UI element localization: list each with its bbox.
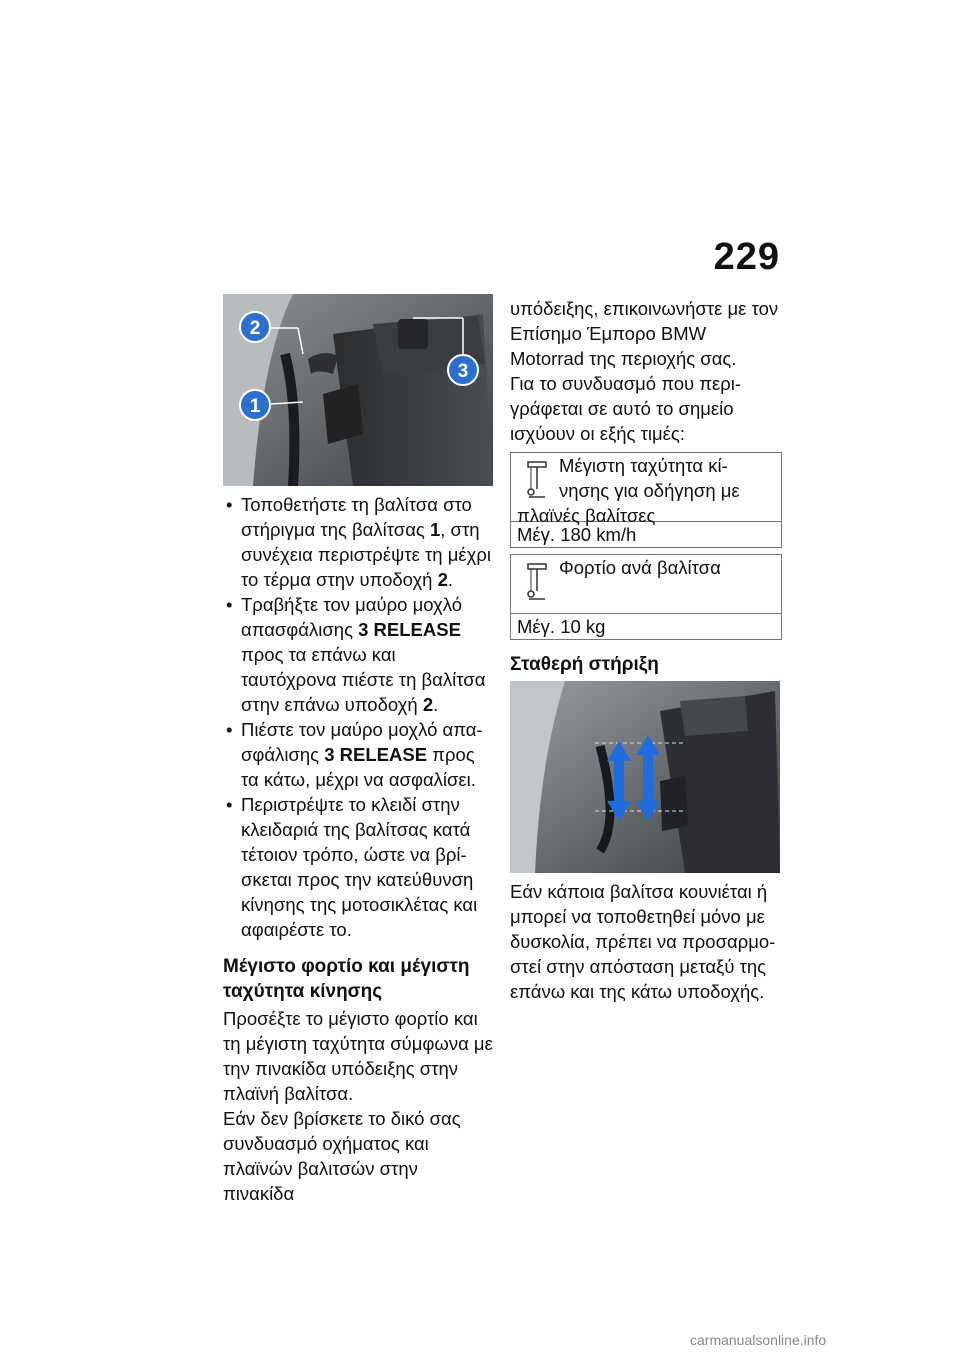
step-item: • Τραβήξτε τον μαύρο μοχλό απασφάλισης 3 RELEASE προς τα επάνω και ταυτόχρονα πιέστε τη βαλίτσα στην επάνω υποδοχή 2. xyxy=(226,594,486,715)
paragraph: Προσέξτε το μέγιστο φορτίο και τη μέγιστη ταχύτητα σύμφωνα με την πινακίδα υπόδειξης στην πλαϊνή βαλίτσα. xyxy=(223,1008,493,1104)
spec-value-cell: Μέγ. 10 kg xyxy=(511,614,782,640)
spec-label-cell: Μέγιστη ταχύτητα κί- νησης για οδήγηση με πλαϊνές βαλίτσες xyxy=(517,455,740,526)
section-heading-stable-mount: Σταθερή στήριξη xyxy=(510,654,659,675)
case-mounting-figure xyxy=(223,294,493,486)
svg-text:3: 3 xyxy=(457,361,469,382)
callout-2 xyxy=(240,312,270,342)
watermark-logo: carmanualsonline.info xyxy=(690,1332,827,1348)
step-item: • Περιστρέψτε το κλειδί στην κλειδαριά της βαλίτσας κατά τέτοιον τρόπο, ώστε να βρί-σκεται προς την κατεύθυνση κίνησης της μοτοσικλέτας και αφαιρέστε το. xyxy=(226,794,478,940)
spec-table-speed xyxy=(510,452,782,548)
paragraph: Για το συνδυασμό που περι-γράφεται σε αυτό το σημείο ισχύουν οι εξής τιμές: xyxy=(510,373,742,444)
callout-3 xyxy=(448,355,478,385)
spec-table-load xyxy=(510,554,782,640)
step-item: • Πιέστε τον μαύρο μοχλό απα-σφάλισης 3 RELEASE προς τα κάτω, μέχρι να ασφαλίσει. xyxy=(226,719,483,790)
spec-label-cell: Φορτίο ανά βαλίτσα xyxy=(517,555,775,613)
paragraph: υπόδειξης, επικοινωνήστε με τον Επίσημο Έμπορο BMW Motorrad της περιοχής σας. xyxy=(510,298,779,369)
step-item: • Τοποθετήστε τη βαλίτσα στο στήριγμα της βαλίτσας 1, στη συνέχεια περιστρέψτε τη μέχρι το τέρμα στην υποδοχή 2. xyxy=(226,494,491,590)
suitcase-weight-icon xyxy=(525,561,549,601)
mounting-steps xyxy=(223,492,493,942)
adjustment-figure xyxy=(510,681,780,873)
spec-value-cell: Μέγ. 180 km/h xyxy=(511,522,782,548)
svg-text:2: 2 xyxy=(249,318,261,339)
callout-1 xyxy=(240,390,270,420)
paragraph: Εάν δεν βρίσκετε το δικό σας συνδυασμό οχήματος και πλαϊνών βαλιτσών στην πινακίδα xyxy=(223,1108,461,1204)
paragraph: Εάν κάποια βαλίτσα κουνιέται ή μπορεί να τοποθετηθεί μόνο με δυσκολία, πρέπει να προσαρμο-στεί στην απόσταση μεταξύ της επάνω και της κάτω υποδοχής. xyxy=(510,881,776,1002)
suitcase-weight-icon xyxy=(525,459,549,499)
section-heading-max-load: Μέγιστο φορτίο και μέγιστη ταχύτητα κίνησης xyxy=(223,956,470,1002)
left-column xyxy=(223,294,493,1206)
svg-text:1: 1 xyxy=(249,396,261,417)
right-column xyxy=(510,296,782,1004)
page-number: 229 xyxy=(713,236,780,278)
